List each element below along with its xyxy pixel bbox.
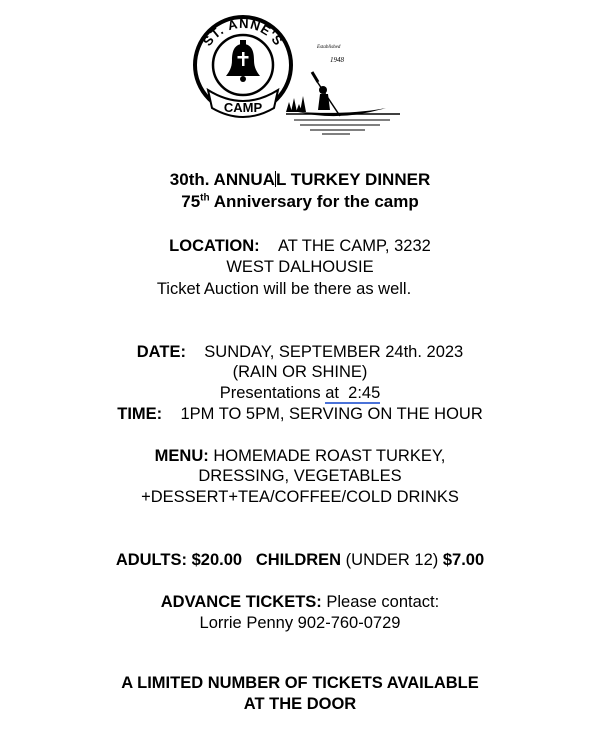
established-label: Established	[317, 45, 341, 50]
time-line: TIME: 1PM TO 5PM, SERVING ON THE HOUR	[117, 405, 483, 423]
auction-note: Ticket Auction will be there as well.	[156, 280, 412, 298]
event-title: 30th. ANNUAL TURKEY DINNER	[169, 170, 431, 189]
presentations-line: Presentations at 2:45	[219, 384, 381, 402]
date-line: DATE: SUNDAY, SEPTEMBER 24th. 2023	[136, 343, 464, 361]
logo-bottom-text: CAMP	[223, 100, 263, 115]
logo-arc-text: ST. ANNE'S	[199, 15, 287, 49]
location-line-2: WEST DALHOUSIE	[226, 258, 374, 276]
footer-line-1: A LIMITED NUMBER OF TICKETS AVAILABLE	[121, 674, 479, 692]
menu-line-2: DRESSING, VEGETABLES	[198, 467, 402, 485]
contact-line: Lorrie Penny 902-760-0729	[199, 614, 401, 632]
menu-line-3: +DESSERT+TEA/COFFEE/COLD DRINKS	[141, 488, 459, 506]
canoe-scene-icon	[286, 72, 400, 134]
location-line: LOCATION: AT THE CAMP, 3232	[169, 237, 431, 255]
footer-line-2: AT THE DOOR	[243, 695, 357, 713]
established-year: 1948	[330, 56, 344, 64]
bell-icon	[226, 40, 260, 82]
weather-line: (RAIN OR SHINE)	[232, 363, 368, 381]
prices-line: ADULTS: $20.00 CHILDREN (UNDER 12) $7.00	[115, 551, 485, 569]
advance-tickets-line: ADVANCE TICKETS: Please contact:	[160, 593, 440, 611]
anniversary-line: 75th Anniversary for the camp	[181, 192, 419, 211]
logo-graphic	[190, 12, 420, 152]
camp-logo	[190, 12, 420, 152]
menu-line-1: MENU: HOMEMADE ROAST TURKEY,	[154, 447, 446, 465]
